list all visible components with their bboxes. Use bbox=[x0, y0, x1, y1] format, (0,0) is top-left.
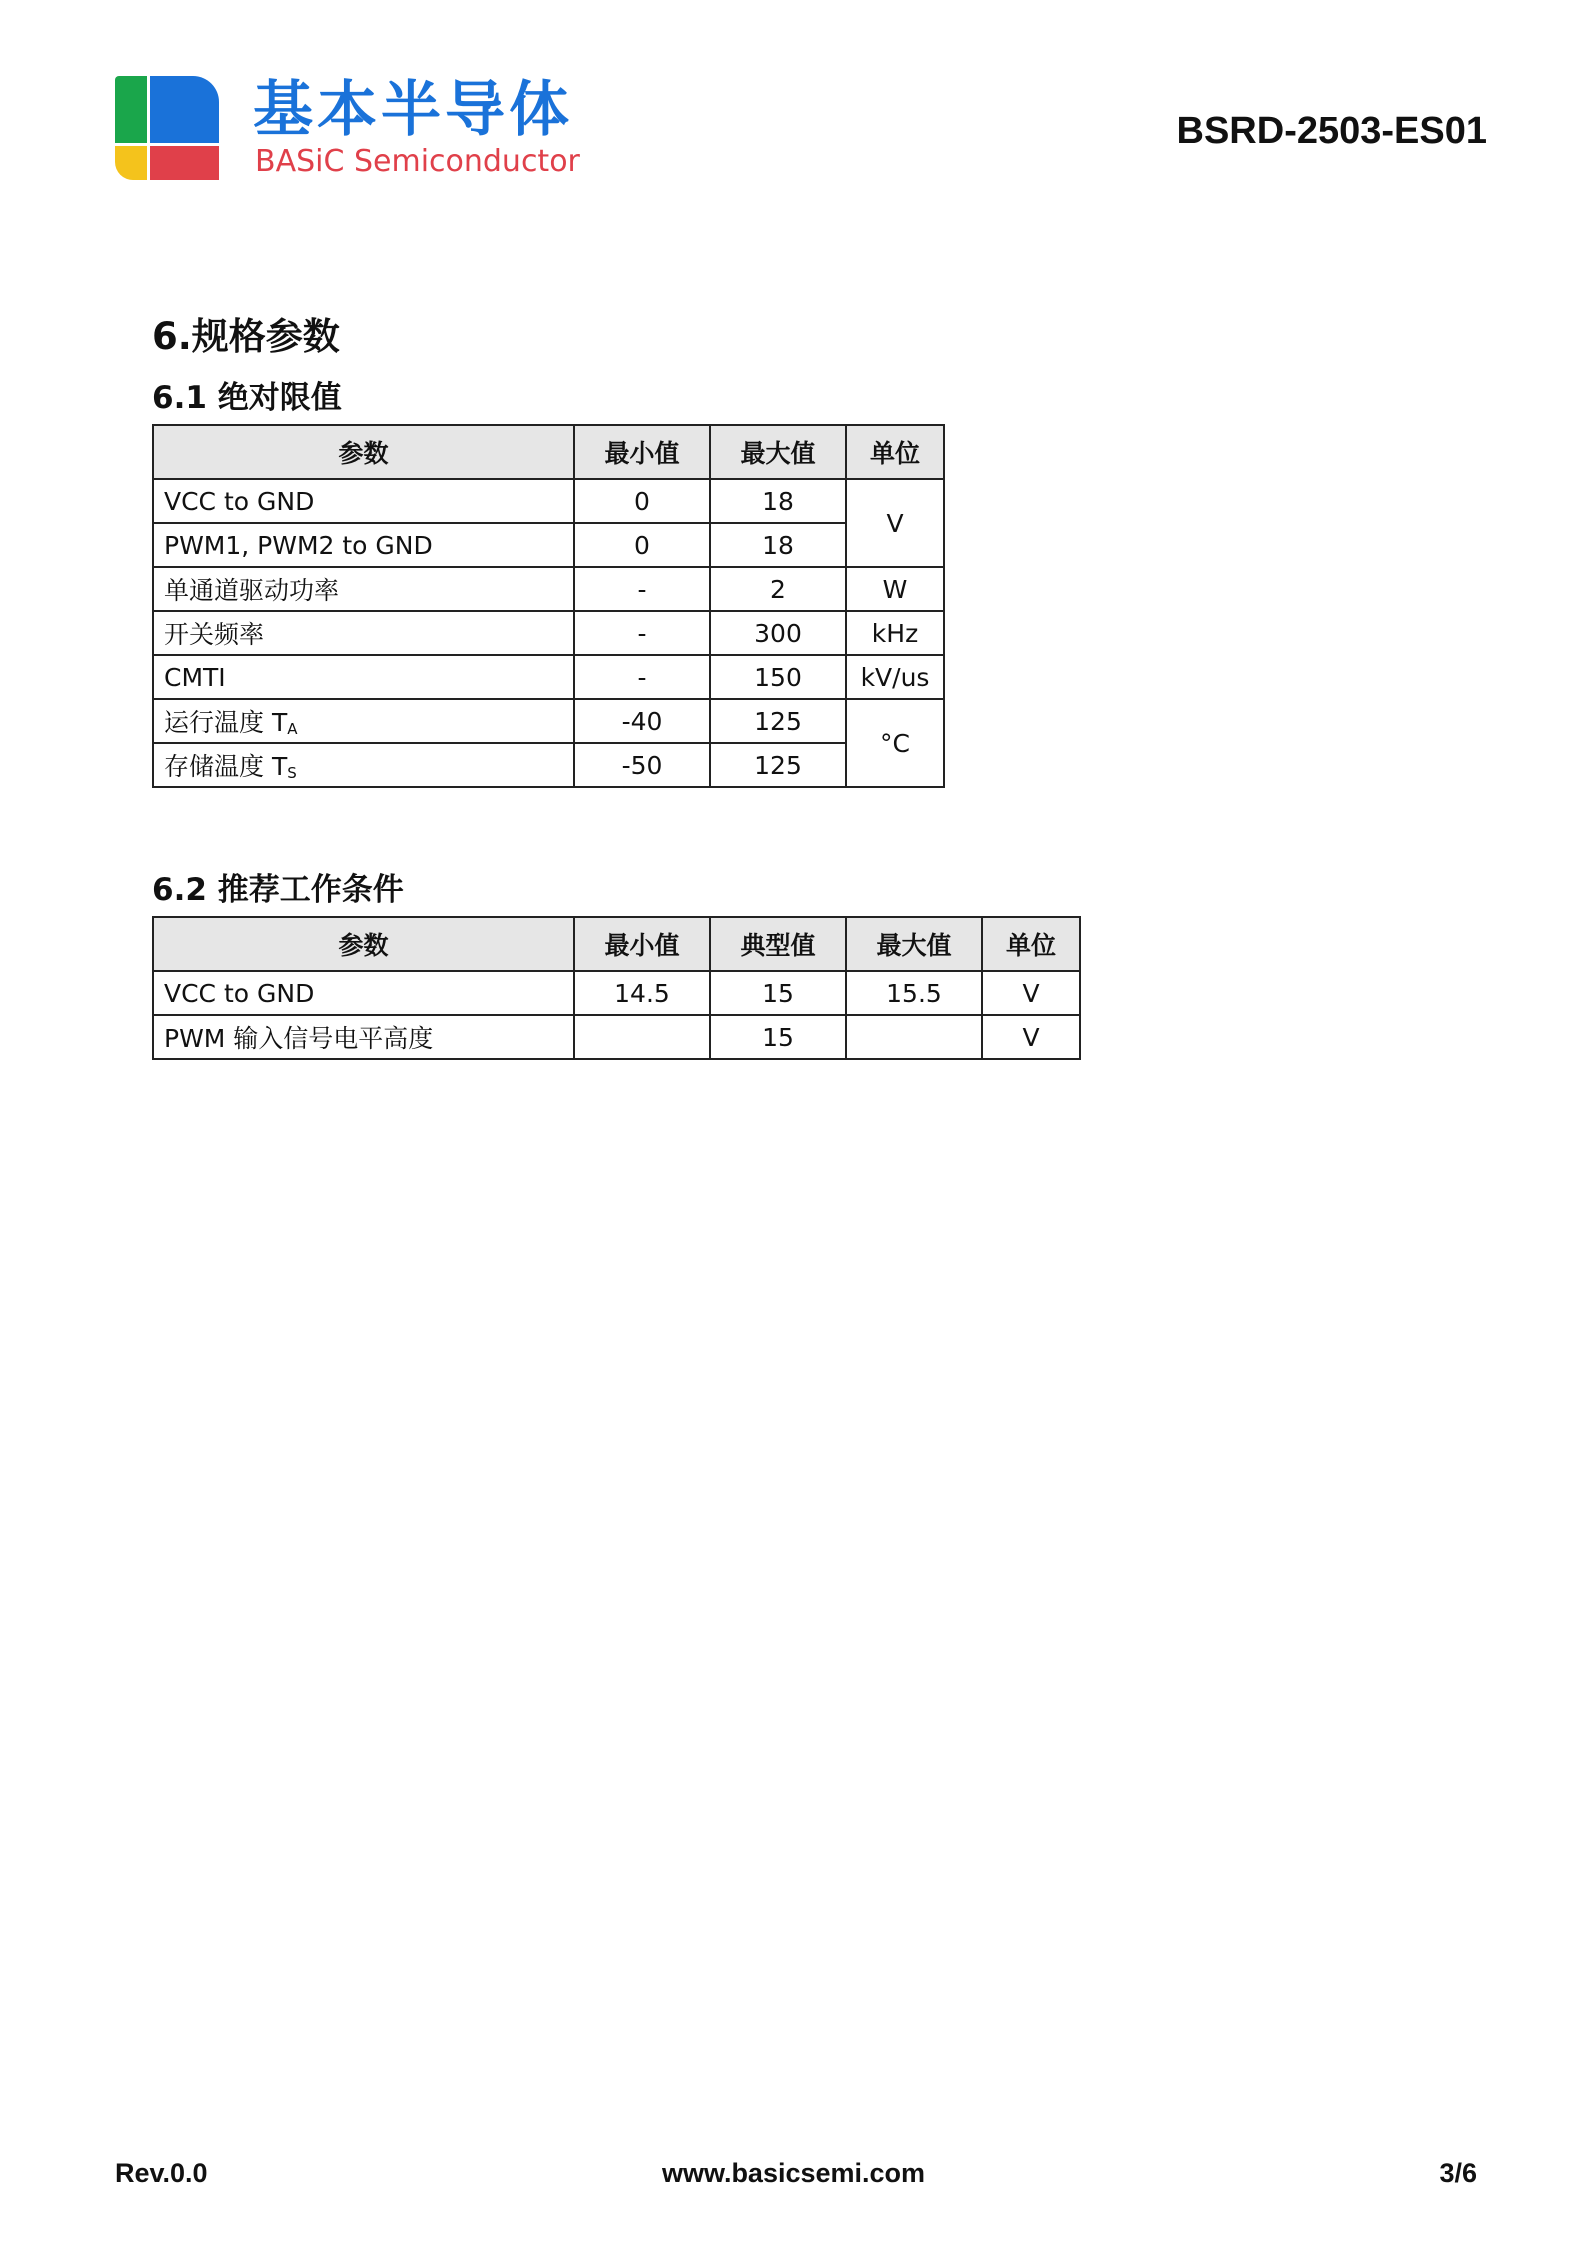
unit-cell: V bbox=[846, 479, 944, 567]
param-cell bbox=[153, 699, 574, 743]
page-number: 3/6 bbox=[1439, 2158, 1477, 2188]
min-cell: - bbox=[574, 567, 710, 611]
max-cell: 300 bbox=[710, 611, 846, 655]
param-cell bbox=[153, 743, 574, 787]
table-row bbox=[153, 523, 944, 567]
logo-mark-icon bbox=[115, 76, 219, 180]
document-code: BSRD-2503-ES01 bbox=[1176, 110, 1487, 152]
max-cell: 2 bbox=[710, 567, 846, 611]
min-cell bbox=[574, 1015, 710, 1059]
recommended-conditions-table bbox=[152, 916, 1081, 1060]
section-title: 6.规格参数 bbox=[152, 315, 340, 358]
max-cell: 15.5 bbox=[846, 971, 982, 1015]
param-cell: 单通道驱动功率 bbox=[153, 567, 574, 611]
header-max: 最大值 bbox=[846, 917, 982, 971]
table-header-row bbox=[153, 917, 1080, 971]
max-cell: 125 bbox=[710, 743, 846, 787]
max-cell: 125 bbox=[710, 699, 846, 743]
min-cell: -50 bbox=[574, 743, 710, 787]
table-row bbox=[153, 971, 1080, 1015]
min-cell: 0 bbox=[574, 523, 710, 567]
table-header-row bbox=[153, 425, 944, 479]
param-subscript: A bbox=[287, 720, 298, 738]
website-link[interactable]: www.basicsemi.com bbox=[661, 2158, 926, 2188]
table-row bbox=[153, 611, 944, 655]
max-cell: 18 bbox=[710, 479, 846, 523]
company-logo bbox=[115, 75, 580, 186]
param-cell: PWM1, PWM2 to GND bbox=[153, 523, 574, 567]
table-row bbox=[153, 1015, 1080, 1059]
min-cell: 0 bbox=[574, 479, 710, 523]
max-cell: 18 bbox=[710, 523, 846, 567]
table-row bbox=[153, 655, 944, 699]
logo-chinese-name: 基本半导体 bbox=[253, 75, 573, 145]
header-param: 参数 bbox=[153, 917, 574, 971]
table-row bbox=[153, 699, 944, 743]
param-cell: 开关频率 bbox=[153, 611, 574, 655]
typ-cell: 15 bbox=[710, 971, 846, 1015]
header-unit: 单位 bbox=[846, 425, 944, 479]
table-row bbox=[153, 743, 944, 787]
unit-cell: kHz bbox=[846, 611, 944, 655]
param-text: 运行温度 T bbox=[164, 708, 288, 737]
header-typ: 典型值 bbox=[710, 917, 846, 971]
min-cell: - bbox=[574, 611, 710, 655]
min-cell: - bbox=[574, 655, 710, 699]
param-cell: PWM 输入信号电平高度 bbox=[153, 1015, 574, 1059]
min-cell: 14.5 bbox=[574, 971, 710, 1015]
max-cell bbox=[846, 1015, 982, 1059]
param-text: 存储温度 T bbox=[164, 752, 288, 781]
table-row bbox=[153, 567, 944, 611]
unit-cell: V bbox=[982, 1015, 1080, 1059]
param-cell: VCC to GND bbox=[153, 479, 574, 523]
unit-cell: V bbox=[982, 971, 1080, 1015]
header-min: 最小值 bbox=[574, 425, 710, 479]
table2-title: 6.2 推荐工作条件 bbox=[152, 872, 404, 908]
table-row bbox=[153, 479, 944, 523]
unit-cell: kV/us bbox=[846, 655, 944, 699]
param-cell: VCC to GND bbox=[153, 971, 574, 1015]
header-max: 最大值 bbox=[710, 425, 846, 479]
param-subscript: S bbox=[287, 764, 297, 782]
revision-label: Rev.0.0 bbox=[115, 2158, 208, 2188]
unit-cell: °C bbox=[846, 699, 944, 787]
typ-cell: 15 bbox=[710, 1015, 846, 1059]
param-cell: CMTI bbox=[153, 655, 574, 699]
header-min: 最小值 bbox=[574, 917, 710, 971]
table1-title: 6.1 绝对限值 bbox=[152, 380, 342, 416]
max-cell: 150 bbox=[710, 655, 846, 699]
unit-cell: W bbox=[846, 567, 944, 611]
header-param: 参数 bbox=[153, 425, 574, 479]
absolute-ratings-table bbox=[152, 424, 945, 788]
header-unit: 单位 bbox=[982, 917, 1080, 971]
logo-english-name: BASiC Semiconductor bbox=[255, 144, 580, 179]
min-cell: -40 bbox=[574, 699, 710, 743]
